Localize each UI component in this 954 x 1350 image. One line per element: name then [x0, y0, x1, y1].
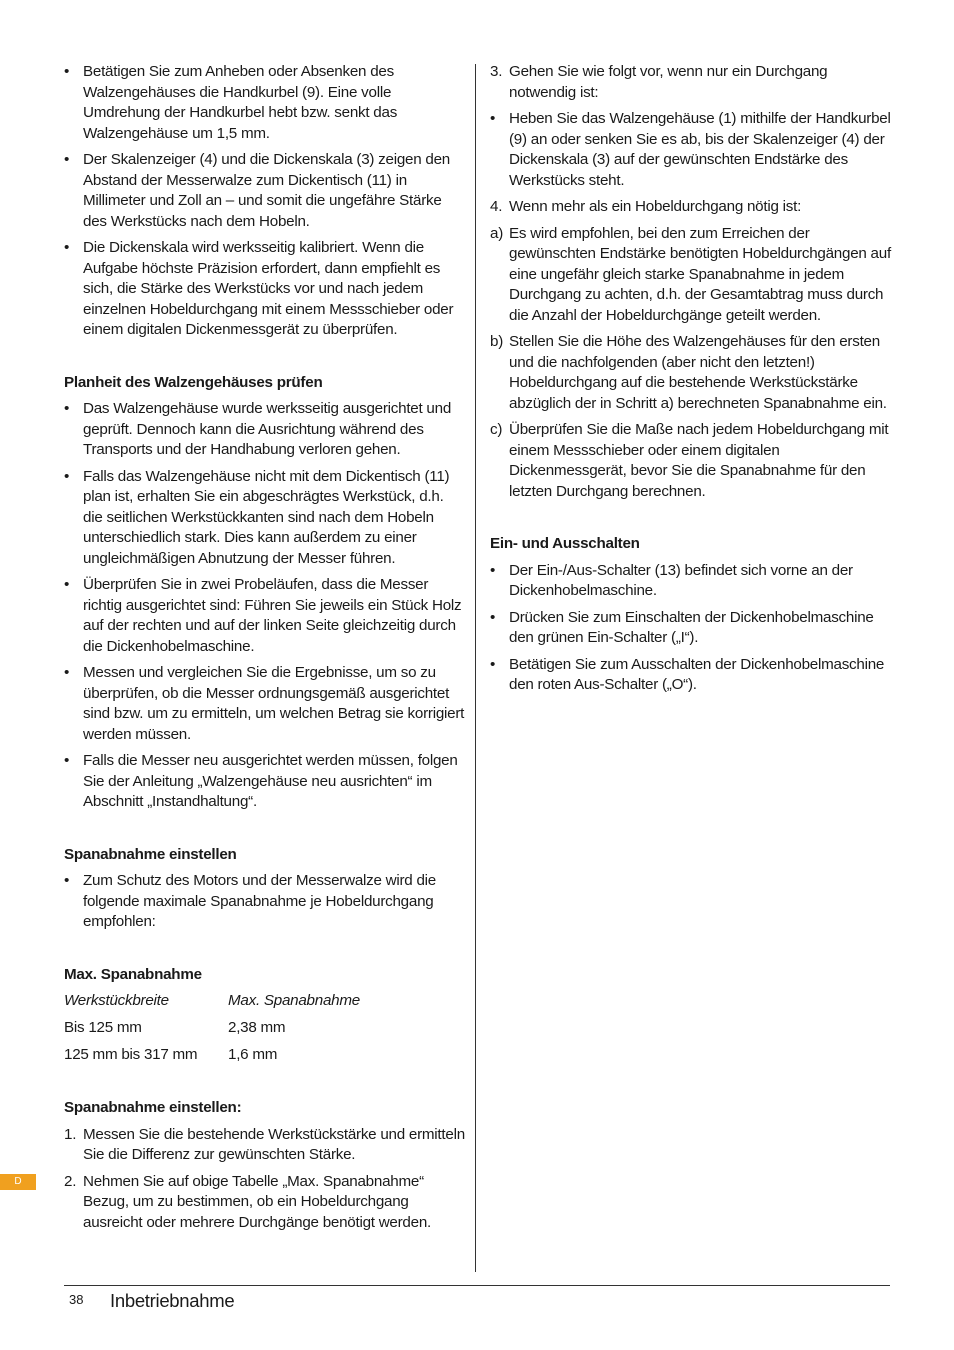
substep-text: Es wird empfohlen, bei den zum Erreichen der gewünschten Endstärke benötigten Hobeldurchgängen auf eine ungefähr gleich starke Spanabnahme in jedem Durchgang zu achten, d.h. der Gesamtabtrag muss durch die Anzahl der Hobeldurchgänge geteilt werden.	[509, 224, 891, 324]
bullet-text: Falls das Walzengehäuse nicht mit dem Dickentisch (11) plan ist, erhalten Sie ein abgeschrägtes Werkstück, d.h. die seitlichen Werkstückkanten sind nach dem Hobeln unterschiedlich stark. Dies kann außerdem zu einer ungleichmäßigen Abnutzung der Messer führen.	[83, 467, 450, 567]
bullet-text: Das Walzengehäuse wurde werksseitig ausgerichtet und geprüft. Dennoch kann die Ausrichtung während des Transports und der Handhabung verloren gehen.	[83, 400, 452, 458]
max-removal-table	[64, 991, 466, 1072]
flatness-heading: Planheit des Walzengehäuses prüfen	[64, 373, 323, 391]
bullet-mark: •	[64, 576, 70, 593]
bullet-item	[64, 399, 466, 461]
substep-letter: a)	[490, 224, 504, 242]
column-divider	[475, 64, 476, 1272]
lettered-substep	[490, 224, 892, 327]
bullet-mark: •	[64, 872, 70, 889]
bullet-item	[64, 238, 466, 341]
step-number: 1.	[64, 1125, 77, 1143]
step-text: Nehmen Sie auf obige Tabelle „Max. Spanabnahme“ Bezug, um zu bestimmen, ob ein Hobeldurchgang ausreicht oder mehrere Durchgänge benötigt werden.	[83, 1172, 431, 1231]
bullet-text: Zum Schutz des Motors und der Messerwalze wird die folgende maximale Spanabnahme je Hobeldurchgang empfohlen:	[83, 872, 436, 930]
bullet-mark: •	[64, 752, 70, 769]
substep-text: Stellen Sie die Höhe des Walzengehäuses für den ersten und die nachfolgenden (aber nicht den letzten!) Hobeldurchgang auf die bestehende Werkstückstärke abzüglich der in Schritt a) berechneten Spanabnahme ein.	[509, 333, 887, 412]
step-number: 3.	[490, 63, 503, 80]
bullet-item	[64, 663, 466, 745]
numbered-step	[64, 1172, 466, 1234]
bullet-mark: •	[490, 561, 496, 579]
bullet-text: Heben Sie das Walzengehäuse (1) mithilfe der Handkurbel (9) an oder senken Sie es ab, bis der Skalenzeiger (4) der Dickenskala (3) auf der gewünschten Endstärke des Werkstücks steht.	[509, 110, 891, 189]
page-number: 38	[69, 1292, 84, 1307]
table-header-cell: Werkstückbreite	[64, 992, 169, 1009]
bullet-text: Betätigen Sie zum Anheben oder Absenken des Walzengehäuses die Handkurbel (9). Eine volle Umdrehung der Handkurbel hebt bzw. senkt das Walzengehäuse um 1,5 mm.	[83, 63, 398, 142]
bullet-mark: •	[490, 110, 496, 127]
footer-rule	[64, 1285, 890, 1286]
section-title: Inbetriebnahme	[110, 1290, 235, 1311]
steps-heading: Spanabnahme einstellen:	[64, 1099, 242, 1116]
bullet-mark: •	[64, 467, 70, 485]
table-row	[64, 1018, 466, 1045]
substep-text: Überprüfen Sie die Maße nach jedem Hobeldurchgang mit einem Messschieber oder einem digitalen Dickenmessgerät, bevor Sie die Spanabnahme für den letzten Durchgang berechnen.	[509, 421, 889, 500]
bullet-item	[490, 655, 892, 696]
bullet-item	[64, 575, 466, 657]
step-text: Messen Sie die bestehende Werkstückstärke und ermitteln Sie die Differenz zur gewünschten Stärke.	[83, 1125, 465, 1163]
bullet-item	[64, 871, 466, 933]
bullet-text: Der Skalenzeiger (4) und die Dickenskala (3) zeigen den Abstand der Messerwalze zum Dickentisch (11) in Millimeter und Zoll an – und somit die ungefähre Stärke des Werkstücks nach dem Hobeln.	[83, 151, 450, 230]
numbered-step	[64, 1125, 466, 1166]
lettered-substep	[490, 420, 892, 502]
bullet-mark: •	[64, 63, 70, 80]
bullet-item	[64, 751, 466, 813]
bullet-text: Messen und vergleichen Sie die Ergebnisse, um so zu überprüfen, ob die Messer ordnungsgemäß ausgerichtet sind bzw. um zu ermitteln, um welchen Betrag sie korrigiert werden müssen.	[83, 664, 465, 743]
table-row	[64, 1045, 466, 1072]
table-cell: 2,38 mm	[228, 1019, 286, 1036]
numbered-step	[490, 62, 892, 103]
bullet-mark: •	[64, 664, 70, 681]
bullet-text: Die Dickenskala wird werksseitig kalibriert. Wenn die Aufgabe höchste Präzision erfordert, dann empfiehlt es sich, die Stärke des Werkstücks vor und nach jedem einzelnen Hobeldurchgang mit einem Messschieber oder einem digitalen Dickenmessgerät zu überprüfen.	[83, 239, 454, 338]
table-cell: Bis 125 mm	[64, 1019, 142, 1036]
numbered-step	[490, 197, 892, 218]
bullet-text: Falls die Messer neu ausgerichtet werden müssen, folgen Sie der Anleitung „Walzengehäuse neu ausrichten“ im Abschnitt „Instandhaltung“.	[83, 752, 458, 810]
removal-heading: Spanabnahme einstellen	[64, 845, 237, 863]
bullet-text: Drücken Sie zum Einschalten der Dickenhobelmaschine den grünen Ein-Schalter („I“).	[509, 608, 874, 646]
bullet-mark: •	[64, 400, 70, 417]
bullet-text: Der Ein-/Aus-Schalter (13) befindet sich vorne an der Dickenhobelmaschine.	[509, 561, 853, 599]
bullet-item	[490, 608, 892, 649]
bullet-text: Überprüfen Sie in zwei Probeläufen, dass die Messer richtig ausgerichtet sind: Führen Sie jeweils ein Stück Holz auf der rechten und auf der linken Seite gleichzeitig durch die Dickenhobelmaschine.	[83, 576, 462, 655]
substep-letter: b)	[490, 333, 504, 350]
left-column	[64, 62, 466, 1239]
bullet-mark: •	[64, 151, 70, 168]
bullet-mark: •	[490, 608, 496, 626]
table-header-row	[64, 991, 466, 1018]
step-number: 4.	[490, 198, 503, 215]
bullet-mark: •	[64, 239, 70, 256]
step-text: Wenn mehr als ein Hobeldurchgang nötig ist:	[509, 198, 802, 215]
lettered-substep	[490, 332, 892, 414]
bullet-item	[490, 109, 892, 191]
bullet-item	[64, 62, 466, 144]
right-column	[490, 62, 892, 702]
table-cell: 1,6 mm	[228, 1046, 278, 1063]
table-cell: 125 mm bis 317 mm	[64, 1046, 198, 1063]
bullet-item	[64, 467, 466, 570]
bullet-mark: •	[490, 655, 496, 673]
bullet-item	[64, 150, 466, 232]
bullet-text: Betätigen Sie zum Ausschalten der Dickenhobelmaschine den roten Aus-Schalter („O“).	[509, 655, 885, 693]
max-removal-heading: Max. Spanabnahme	[64, 965, 202, 983]
switch-heading: Ein- und Ausschalten	[490, 535, 640, 552]
table-header-cell: Max. Spanabnahme	[228, 992, 360, 1009]
step-text: Gehen Sie wie folgt vor, wenn nur ein Durchgang notwendig ist:	[509, 63, 828, 101]
step-number: 2.	[64, 1172, 77, 1190]
bullet-item	[490, 561, 892, 602]
language-tab: D	[0, 1174, 36, 1190]
substep-letter: c)	[490, 421, 503, 438]
